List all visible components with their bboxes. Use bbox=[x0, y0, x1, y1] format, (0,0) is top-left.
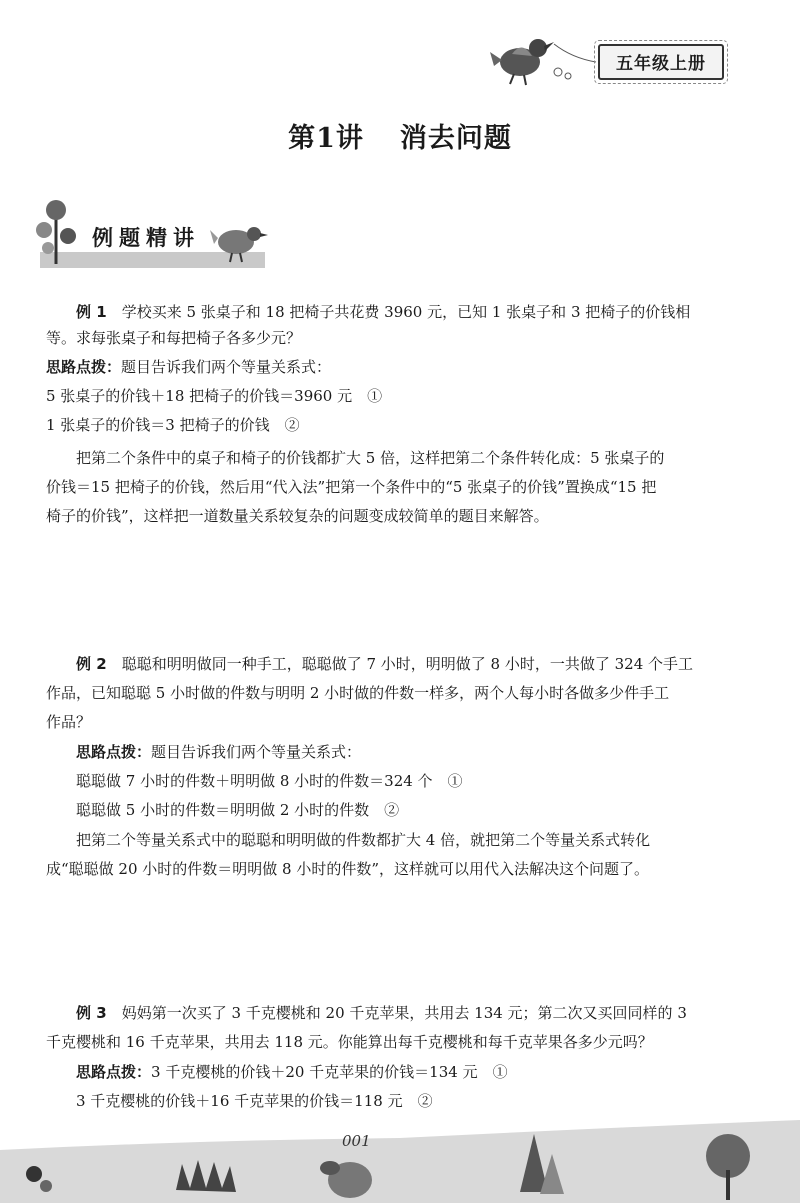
example-1-explanation-3: 椅子的价钱”，这样把一道数量关系较复杂的问题变成较简单的题目来解答。 bbox=[46, 507, 549, 525]
example-2-explanation-2: 成“聪聪做 20 小时的件数＝明明做 8 小时的件数”，这样就可以用代入法解决这个问题了。 bbox=[46, 860, 650, 878]
example-1-label: 例 1 bbox=[76, 303, 107, 321]
example-1-problem-line-2: 等。求每张桌子和每把椅子各多少元？ bbox=[46, 329, 302, 347]
example-3-hint-label: 思路点拨： bbox=[76, 1063, 152, 1081]
example-2-problem-line-2: 作品，已知聪聪 5 小时做的件数与明明 2 小时做的件数一样多，两个人每小时各做多少件手工 bbox=[46, 684, 670, 702]
grade-tag: 五年级上册 bbox=[598, 44, 724, 80]
example-3-hint: 思路点拨：3 千克樱桃的价钱＋20 千克苹果的价钱＝134 元 ① bbox=[76, 1063, 508, 1081]
lecture-title: 消去问题 bbox=[399, 123, 512, 154]
example-2-hint-label: 思路点拨： bbox=[76, 743, 152, 761]
hen-icon bbox=[210, 220, 270, 264]
example-1-equation-1: 5 张桌子的价钱＋18 把椅子的价钱＝3960 元 ① bbox=[46, 387, 383, 405]
page-number: 001 bbox=[342, 1132, 371, 1150]
footer-landscape-decoration bbox=[0, 1110, 800, 1203]
example-1-explanation-2: 价钱＝15 把椅子的价钱，然后用“代入法”把第一个条件中的“5 张桌子的价钱”置换成“15 把 bbox=[46, 478, 657, 496]
example-2-equation-2: 聪聪做 5 小时的件数＝明明做 2 小时的件数 ② bbox=[76, 801, 400, 819]
example-2-label: 例 2 bbox=[76, 655, 107, 673]
example-2-hint: 思路点拨：题目告诉我们两个等量关系式： bbox=[76, 743, 362, 761]
example-1-hint: 思路点拨：题目告诉我们两个等量关系式： bbox=[46, 358, 332, 376]
example-1-problem-line-1: 例 1 学校买来 5 张桌子和 18 把椅子共花费 3960 元，已知 1 张桌子和 3 把椅子的价钱相 bbox=[76, 303, 691, 321]
example-2-equation-1: 聪聪做 7 小时的件数＋明明做 8 小时的件数＝324 个 ① bbox=[76, 772, 463, 790]
lecture-number: 第1讲 bbox=[288, 123, 364, 154]
example-3-problem-line-1: 例 3 妈妈第一次买了 3 千克樱桃和 20 千克苹果，共用去 134 元；第二次又买回同样的 3 bbox=[76, 1004, 687, 1022]
example-3-equation-2: 3 千克樱桃的价钱＋16 千克苹果的价钱＝118 元 ② bbox=[76, 1092, 433, 1110]
example-1-explanation-1: 把第二个条件中的桌子和椅子的价钱都扩大 5 倍，这样把第二个条件转化成：5 张桌子的 bbox=[76, 449, 665, 467]
section-title: 例题精讲 bbox=[92, 226, 200, 250]
example-2-problem-line-3: 作品？ bbox=[46, 713, 92, 731]
example-3-problem-line-2: 千克樱桃和 16 千克苹果，共用去 118 元。你能算出每千克樱桃和每千克苹果各多少元吗？ bbox=[46, 1033, 653, 1051]
example-2-explanation-1: 把第二个等量关系式中的聪聪和明明做的件数都扩大 4 倍，就把第二个等量关系式转化 bbox=[76, 831, 651, 849]
example-1-hint-label: 思路点拨： bbox=[46, 358, 122, 376]
example-1-equation-2: 1 张桌子的价钱＝3 把椅子的价钱 ② bbox=[46, 416, 300, 434]
example-3-label: 例 3 bbox=[76, 1004, 107, 1022]
page-title bbox=[0, 116, 800, 155]
bird-decoration-icon bbox=[488, 22, 598, 92]
example-2-problem-line-1: 例 2 聪聪和明明做同一种手工，聪聪做了 7 小时，明明做了 8 小时，一共做了 324 个手工 bbox=[76, 655, 694, 673]
tree-icon bbox=[34, 196, 84, 266]
